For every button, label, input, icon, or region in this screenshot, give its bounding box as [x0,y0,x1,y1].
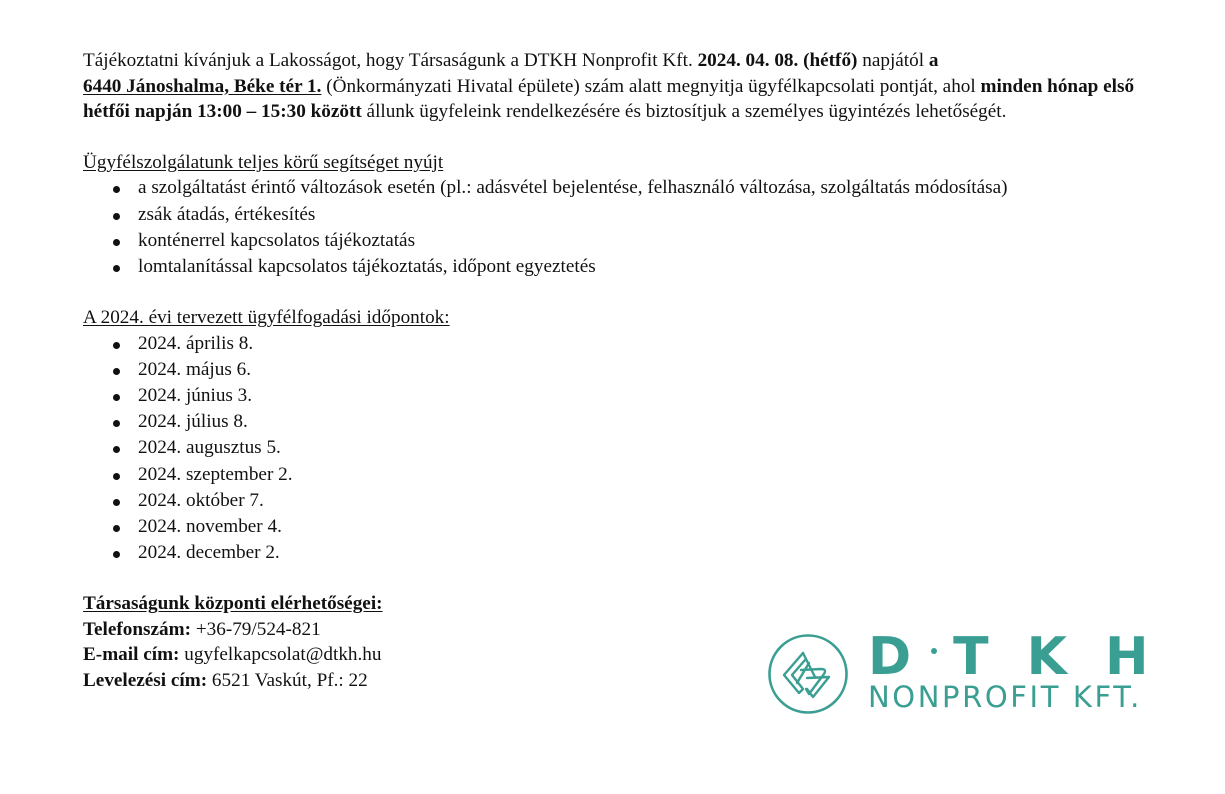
list-item [83,357,1143,383]
bullet-icon [113,473,120,480]
intro-text-4: állunk ügyfeleink rendelkezésére és biztosítjuk a személyes ügyintézés lehetőségét. [361,101,1007,123]
list-item [83,540,1143,566]
list-item [83,331,1143,357]
intro-text-3: (Önkormányzati Hivatal épülete) szám alatt megnyitja ügyfélkapcsolati pontját, ahol [321,75,981,97]
services-list [83,175,1143,280]
dates-title: A 2024. évi tervezett ügyfélfogadási időpontok: [83,307,450,329]
email-value: ugyfelkapcsolat@dtkh.hu [179,644,382,666]
date-text: 2024. augusztus 5. [138,437,281,459]
phone-label: Telefonszám: [83,618,192,640]
mail-value: 6521 Vaskút, Pf.: 22 [207,669,368,691]
office-address: 6440 Jánoshalma, Béke tér 1. [83,75,322,97]
list-item [83,409,1143,435]
list-item [83,228,1143,254]
list-item-text: a szolgáltatást érintő változások esetén (pl.: adásvétel bejelentése, felhasználó változása, szolgáltatás módosítása) [138,177,1008,199]
bullet-icon [113,525,120,532]
list-item [83,202,1143,228]
date-text: 2024. szeptember 2. [138,463,293,485]
bullet-icon [113,420,120,427]
dtkh-emblem-icon [767,633,849,715]
logo-letter-d: D [868,627,916,687]
opening-date: 2024. 04. 08. (hétfő) [697,50,858,71]
logo-subtitle: NONPROFIT KFT. [868,680,1142,714]
date-text: 2024. április 8. [138,332,254,354]
bullet-icon [113,239,120,246]
intro-article: a [928,50,939,71]
bullet-icon [113,186,120,193]
bullet-icon [113,499,120,506]
list-item-text: lomtalanítással kapcsolatos tájékoztatás, időpont egyeztetés [138,255,596,277]
intro-paragraph [83,48,1143,125]
dot-separator-icon [931,648,937,654]
logo-letter-t: T [953,627,993,687]
bullet-icon [113,368,120,375]
date-text: 2024. június 3. [138,385,253,407]
list-item [83,488,1143,514]
date-text: 2024. december 2. [138,542,280,564]
mail-label: Levelezési cím: [83,669,208,691]
list-item [83,254,1143,280]
date-text: 2024. július 8. [138,411,248,433]
intro-text-2: napjától [857,50,929,71]
list-item [83,175,1143,201]
list-item-text: zsák átadás, értékesítés [138,203,316,225]
list-item-text: konténerrel kapcsolatos tájékoztatás [138,229,416,251]
list-item [83,462,1143,488]
logo-letter-k: K [1026,627,1071,687]
date-text: 2024. november 4. [138,516,282,538]
list-item [83,383,1143,409]
logo-wordmark [868,627,1153,714]
logo-dtkh [868,627,1153,687]
services-title: Ügyfélszolgálatunk teljes körű segítséget nyújt [83,151,444,173]
bullet-icon [113,342,120,349]
date-text: 2024. május 6. [138,358,251,380]
bullet-icon [113,265,120,272]
date-text: 2024. október 7. [138,489,264,511]
list-item [83,435,1143,461]
phone-value: +36-79/524-821 [191,618,321,640]
office-schedule: minden hónap első hétfői napján 13:00 – 15:30 között [83,75,1135,123]
intro-text-1: Tájékoztatni kívánjuk a Lakosságot, hogy Társaságunk a DTKH Nonprofit Kft. [83,50,698,71]
bullet-icon [113,446,120,453]
dtkh-logo [767,627,1153,717]
email-label: E-mail cím: [83,644,180,666]
dates-list [83,331,1143,567]
bullet-icon [113,394,120,401]
list-item [83,514,1143,540]
bullet-icon [113,213,120,220]
bullet-icon [113,551,120,558]
contacts-title: Társaságunk központi elérhetőségei: [83,593,383,615]
document-page [83,48,1143,693]
logo-letter-h: H [1104,627,1153,687]
